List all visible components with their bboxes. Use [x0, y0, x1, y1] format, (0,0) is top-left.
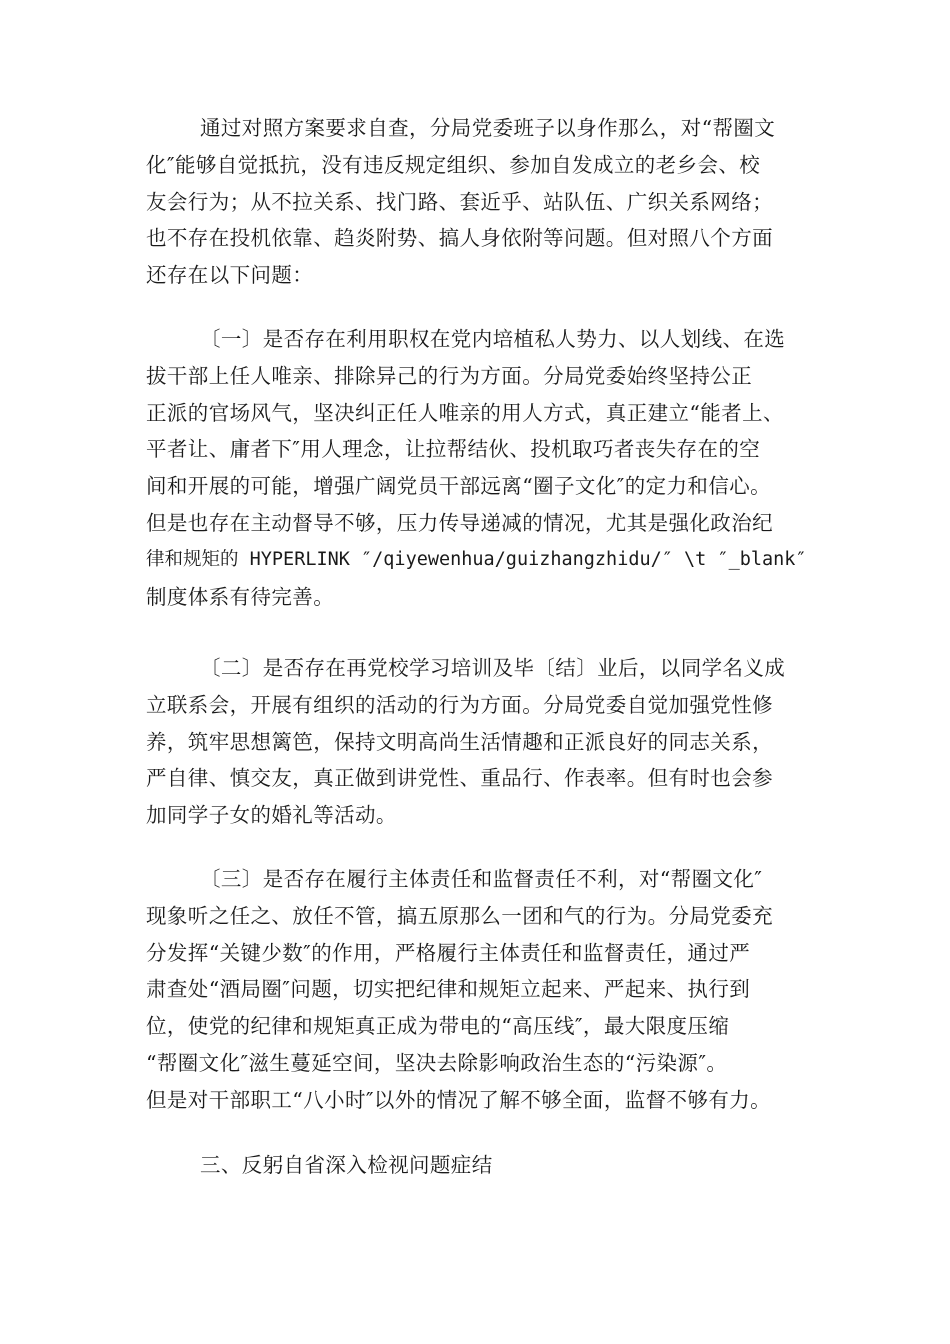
text-line: 但是也存在主动督导不够，压力传导递减的情况，尤其是强化政治纪	[146, 510, 773, 535]
section-heading	[146, 1147, 810, 1184]
paragraph-intro	[146, 110, 810, 294]
text-line: 间和开展的可能，增强广阔党员干部远离“圈子文化″的定力和信心。	[146, 474, 772, 499]
text-line: 〔一〕是否存在利用职权在党内培植私人势力、以人划线、在选	[200, 327, 786, 351]
text-line: 还存在以下问题：	[146, 263, 314, 288]
paragraph-item-2	[146, 650, 810, 834]
text-line: 立联系会，开展有组织的活动的行为方面。分局党委自觉加强党性修	[146, 692, 773, 717]
text-line: “帮圈文化″滋生蔓延空间，坚决去除影响政治生态的“污染源″。	[146, 1050, 728, 1075]
text-line: 化″能够自觉抵抗，没有违反规定组织、参加自发成立的老乡会、校	[146, 152, 761, 177]
paragraph-item-1	[146, 321, 810, 615]
text-line: 制度体系有待完善。	[146, 584, 335, 609]
text-line: 分发挥“关键少数″的作用，严格履行主体责任和监督责任，通过严	[146, 940, 751, 965]
text-line: 〔二〕是否存在再党校学习培训及毕〔结〕业后，以同学名义成	[200, 656, 786, 680]
text-line: 拔干部上任人唯亲、排除异己的行为方面。分局党委始终坚持公正	[146, 363, 753, 388]
text-line: 〔三〕是否存在履行主体责任和监督责任不利，对“帮圈文化″	[200, 867, 763, 891]
text-line: 友会行为；从不拉关系、找门路、套近乎、站队伍、广织关系网络；	[146, 189, 773, 214]
text-line: 养，筑牢思想篱笆，保持文明高尚生活情趣和正派良好的同志关系，	[146, 729, 773, 754]
text-line: 现象听之任之、放任不管，搞五原那么一团和气的行为。分局党委充	[146, 903, 773, 928]
heading-text: 三、反躬自省深入检视问题症结	[200, 1153, 493, 1177]
text-line: 正派的官场风气，坚决纠正任人唯亲的用人方式，真正建立“能者上、	[146, 400, 784, 425]
paragraph-item-3	[146, 861, 810, 1119]
text-line: 加同学子女的婚礼等活动。	[146, 803, 397, 828]
text-line: 也不存在投机依靠、趋炎附势、搞人身依附等问题。但对照八个方面	[146, 226, 773, 251]
text-line: 平者让、庸者下″用人理念，让拉帮结伙、投机取巧者丧失存在的空	[146, 437, 761, 462]
hyperlink-field-line: 律和规矩的 HYPERLINK ″/qiyewenhua/guizhangzhidu/″ \t ″_blank″	[146, 548, 807, 570]
text-line: 但是对干部职工“八小时″以外的情况了解不够全面，监督不够有力。	[146, 1087, 772, 1112]
text-line: 位，使党的纪律和规矩真正成为带电的“高压线″，最大限度压缩	[146, 1014, 730, 1039]
text-line: 通过对照方案要求自查，分局党委班子以身作那么，对“帮圈文	[200, 116, 776, 140]
text-line: 肃查处“酒局圈″问题，切实把纪律和规矩立起来、严起来、执行到	[146, 977, 751, 1002]
text-line: 严自律、慎交友，真正做到讲党性、重品行、作表率。但有时也会参	[146, 766, 773, 791]
